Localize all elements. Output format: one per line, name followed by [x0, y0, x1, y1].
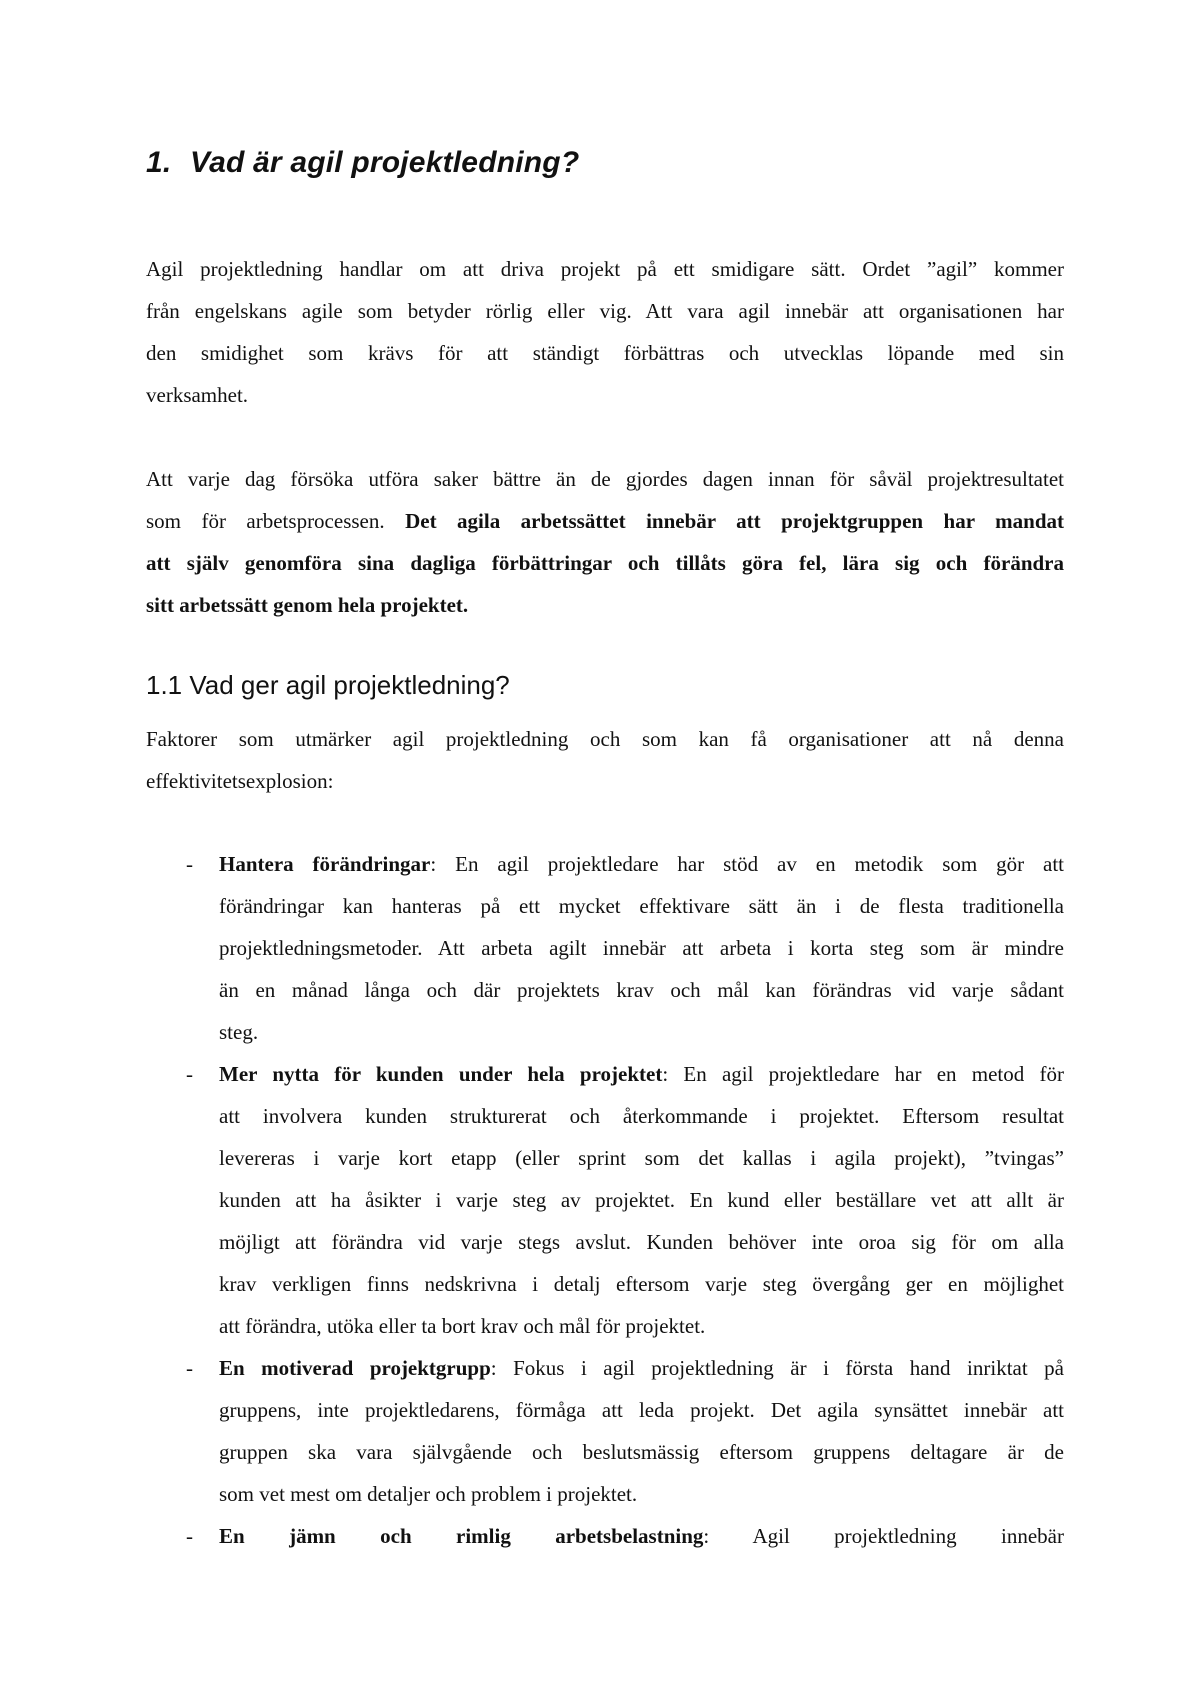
- list-item-text: : En agil projektledare har en metod för: [662, 1062, 1064, 1086]
- list-item-line: möjligt att förändra vid varje stegs avslut. Kunden behöver inte oroa sig för om alla: [219, 1230, 1064, 1254]
- list-item: [146, 843, 1064, 1053]
- section-heading: [146, 146, 579, 180]
- intro-paragraph: [146, 248, 1064, 416]
- intro-line: från engelskans agile som betyder rörlig eller vig. Att vara agil innebär att organisationen har: [146, 299, 1064, 323]
- factors-intro-line: effektivitetsexplosion:: [146, 769, 334, 793]
- list-item-line: förändringar kan hanteras på ett mycket effektivare sätt än i de flesta traditionella: [219, 894, 1064, 918]
- list-item-line: än en månad långa och där projektets krav och mål kan förändras vid varje sådant: [219, 978, 1064, 1002]
- plain-text: som för arbetsprocessen.: [146, 509, 406, 533]
- intro-line: Agil projektledning handlar om att driva projekt på ett smidigare sätt. Ordet ”agil” kommer: [146, 257, 1064, 281]
- list-item: [146, 1053, 1064, 1347]
- intro-line: den smidighet som krävs för att ständigt förbättras och utvecklas löpande med sin: [146, 341, 1064, 365]
- list-item-line: steg.: [219, 1020, 259, 1044]
- list-item-first-line: [219, 1347, 1064, 1389]
- bold-text: sitt arbetssätt genom hela projektet.: [146, 593, 469, 617]
- list-item-line: levereras i varje kort etapp (eller sprint som det kallas i agila projekt), ”tvingas”: [219, 1146, 1064, 1170]
- list-item-first-line: [219, 843, 1064, 885]
- list-item: [146, 1347, 1064, 1515]
- bold-text: att själv genomföra sina dagliga förbättringar och tillåts göra fel, lära sig och förändra: [146, 551, 1064, 575]
- list-item-line: gruppen ska vara självgående och beslutsmässig eftersom gruppens deltagare är de: [219, 1440, 1064, 1464]
- list-item-title: En jämn och rimlig arbetsbelastning: [219, 1524, 704, 1548]
- list-item-first-line: [219, 1053, 1064, 1095]
- list-item-line: att förändra, utöka eller ta bort krav och mål för projektet.: [219, 1314, 706, 1338]
- second-paragraph-line: [146, 542, 1064, 584]
- second-paragraph-line: [146, 500, 1064, 542]
- second-paragraph-line: [146, 584, 1064, 626]
- list-item-first-line: [219, 1515, 1064, 1557]
- dash-bullet: -: [186, 852, 193, 876]
- second-paragraph-line: Att varje dag försöka utföra saker bättre än de gjordes dagen innan för såväl projektresultatet: [146, 467, 1064, 491]
- section-number: 1.: [146, 146, 172, 179]
- list-item-line: kunden att ha åsikter i varje steg av projektet. En kund eller beställare vet att allt är: [219, 1188, 1064, 1212]
- factors-intro-line: Faktorer som utmärker agil projektledning och som kan få organisationer att nå denna: [146, 727, 1064, 751]
- section-title: Vad är agil projektledning?: [190, 146, 580, 179]
- list-item-text: : Fokus i agil projektledning är i första hand inriktat på: [490, 1356, 1064, 1380]
- dash-bullet: -: [186, 1524, 193, 1548]
- list-item-line: krav verkligen finns nedskrivna i detalj eftersom varje steg övergång ger en möjlighet: [219, 1272, 1064, 1296]
- bold-text: Det agila arbetssättet innebär att projektgruppen har mandat: [405, 509, 1064, 533]
- subsection-heading: 1.1 Vad ger agil projektledning?: [146, 670, 510, 700]
- list-item-line: gruppens, inte projektledarens, förmåga att leda projekt. Det agila synsättet innebär att: [219, 1398, 1064, 1422]
- dash-bullet: -: [186, 1356, 193, 1380]
- list-item: [146, 1515, 1064, 1557]
- factors-intro-paragraph: [146, 718, 1064, 802]
- list-item-line: att involvera kunden strukturerat och återkommande i projektet. Eftersom resultat: [219, 1104, 1064, 1128]
- factors-list: [146, 843, 1064, 1557]
- list-item-line: projektledningsmetoder. Att arbeta agilt innebär att arbeta i korta steg som är mindre: [219, 936, 1064, 960]
- dash-bullet: -: [186, 1062, 193, 1086]
- intro-line: verksamhet.: [146, 383, 249, 407]
- list-item-text: : Agil projektledning innebär: [703, 1524, 1064, 1548]
- list-item-title: Mer nytta för kunden under hela projektet: [219, 1062, 663, 1086]
- second-paragraph: [146, 458, 1064, 626]
- list-item-title: Hantera förändringar: [219, 852, 431, 876]
- list-item-line: som vet mest om detaljer och problem i projektet.: [219, 1482, 638, 1506]
- list-item-text: : En agil projektledare har stöd av en metodik som gör att: [430, 852, 1065, 876]
- list-item-title: En motiverad projektgrupp: [219, 1356, 491, 1380]
